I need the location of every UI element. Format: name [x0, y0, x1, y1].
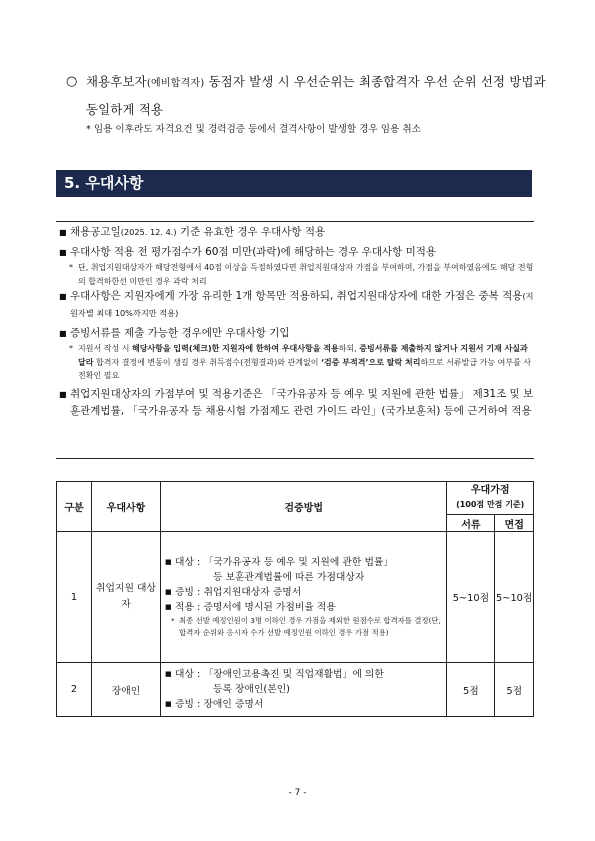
rule-item: ■ 우대사항 적용 전 평가점수가 60점 미만(과락)에 해당하는 경우 우대사항 미적용 — [56, 244, 534, 261]
row-method: ■ 대상 : 「장애인고용촉진 및 직업재활법」에 의한 등록 장애인(본인) ■ 증빙 : 장애인 증명서 — [161, 663, 447, 717]
row-item: 취업지원 대상자 — [92, 532, 161, 663]
cancellation-note: * 임용 이후라도 자격요건 및 경력검증 등에서 결격사항이 발생할 경우 임용 취소 — [86, 124, 421, 135]
row-document-bonus: 5점 — [447, 663, 495, 717]
page-number: - 7 - — [288, 788, 307, 798]
row-document-bonus: 5~10점 — [447, 532, 495, 663]
header-interview: 면접 — [495, 515, 534, 532]
rule-item: ■ 증빙서류를 제출 가능한 경우에만 우대사항 기입 — [56, 325, 534, 342]
square-bullet-icon: ■ — [59, 329, 67, 338]
rule-item: ■ 채용공고일(2025. 12. 4.) 기준 유효한 경우 우대사항 적용 — [56, 224, 534, 241]
header-document: 서류 — [447, 515, 495, 532]
rule-item: ■ 취업지원대상자의 가점부여 및 적용기준은 「국가유공자 등 예우 및 지원에 관한 법률」 제31조 및 보훈관계법률, 「국가유공자 등 채용시험 가점제도 관련 가이드 라인」(국가보훈처) 등에 근거하여 적용 — [59, 387, 534, 417]
section-title: 5. 우대사항 — [56, 170, 532, 197]
preference-rules-list — [56, 224, 534, 421]
row-method: ■ 대상 : 「국가유공자 등 예우 및 지원에 관한 법률」 등 보훈관계법률에 따른 가점대상자 ■ 증빙 : 취업지원대상자 증명서 ■ 적용 : 증명서에 명시된 가점비율 적용 * 최종 선발 예정인원이 3명 이하인 경우 가점을 제외한 원점수로 합격자를 결정(단, 합격자 순위와 응시자 수가 선발 예정인원 이하인 경우 가점 적용) — [161, 532, 447, 663]
header-item: 우대사항 — [92, 482, 161, 532]
table-row — [57, 663, 534, 717]
square-bullet-icon: ■ — [165, 558, 172, 566]
square-bullet-icon: ■ — [59, 389, 67, 399]
row-item: 장애인 — [92, 663, 161, 717]
square-bullet-icon: ■ — [165, 700, 172, 708]
square-bullet-icon: ■ — [59, 228, 67, 237]
square-bullet-icon: ■ — [165, 588, 172, 596]
square-bullet-icon: ■ — [165, 670, 172, 678]
row-number: 1 — [57, 532, 92, 663]
header-method: 검증방법 — [161, 482, 447, 532]
divider-bottom — [56, 458, 534, 459]
square-bullet-icon: ■ — [59, 292, 67, 301]
header-category: 구분 — [57, 482, 92, 532]
square-bullet-icon: ■ — [165, 603, 172, 611]
tiebreak-text: 채용후보자(예비합격자) 동점자 발생 시 우선순위는 최종합격자 우선 순위 선정 방법과 동일하게 적용 — [86, 74, 546, 117]
rule-note: * 지원서 작성 시 해당사항을 입력(체크)한 지원자에 한하여 우대사항을 적용하되, 증빙서류를 제출하지 않거나 지원서 기재 사실과 달라 합격자 결정에 변동이 생길 경우 취득점수(전형결과)와 관계없이 ‘검증 부적격’으로 탈락 처리하므로 서류발급 가능 여부를 사전확인 필요 — [69, 344, 532, 380]
preference-table — [56, 481, 534, 717]
table-row — [57, 532, 534, 663]
divider-top — [56, 221, 534, 222]
row-interview-bonus: 5점 — [495, 663, 534, 717]
rule-item: ■ 우대사항은 지원자에게 가장 유리한 1개 항목만 적용하되, 취업지원대상자에 대한 가점은 중복 적용(지원자별 최대 10%까지만 적용) — [59, 290, 534, 318]
row-number: 2 — [57, 663, 92, 717]
preference-tiebreak-item — [66, 69, 546, 123]
header-bonus: 우대가점 (100점 만점 기준) — [447, 482, 534, 515]
rule-note: * 단, 취업지원대상자가 해당전형에서 40점 이상을 득점하였다면 취업지원대상자 가점을 부여하며, 가점을 부여하였음에도 해당 전형의 합격하한선 미만인 경우 과락 처리 — [69, 263, 534, 286]
square-bullet-icon: ■ — [59, 248, 67, 257]
row-note: * 최종 선발 예정인원이 3명 이하인 경우 가점을 제외한 원점수로 합격자를 결정(단, 합격자 순위와 응시자 수가 선발 예정인원 이하인 경우 가점 적용) — [171, 616, 441, 637]
row-interview-bonus: 5~10점 — [495, 532, 534, 663]
circle-bullet: ○ — [66, 74, 78, 89]
